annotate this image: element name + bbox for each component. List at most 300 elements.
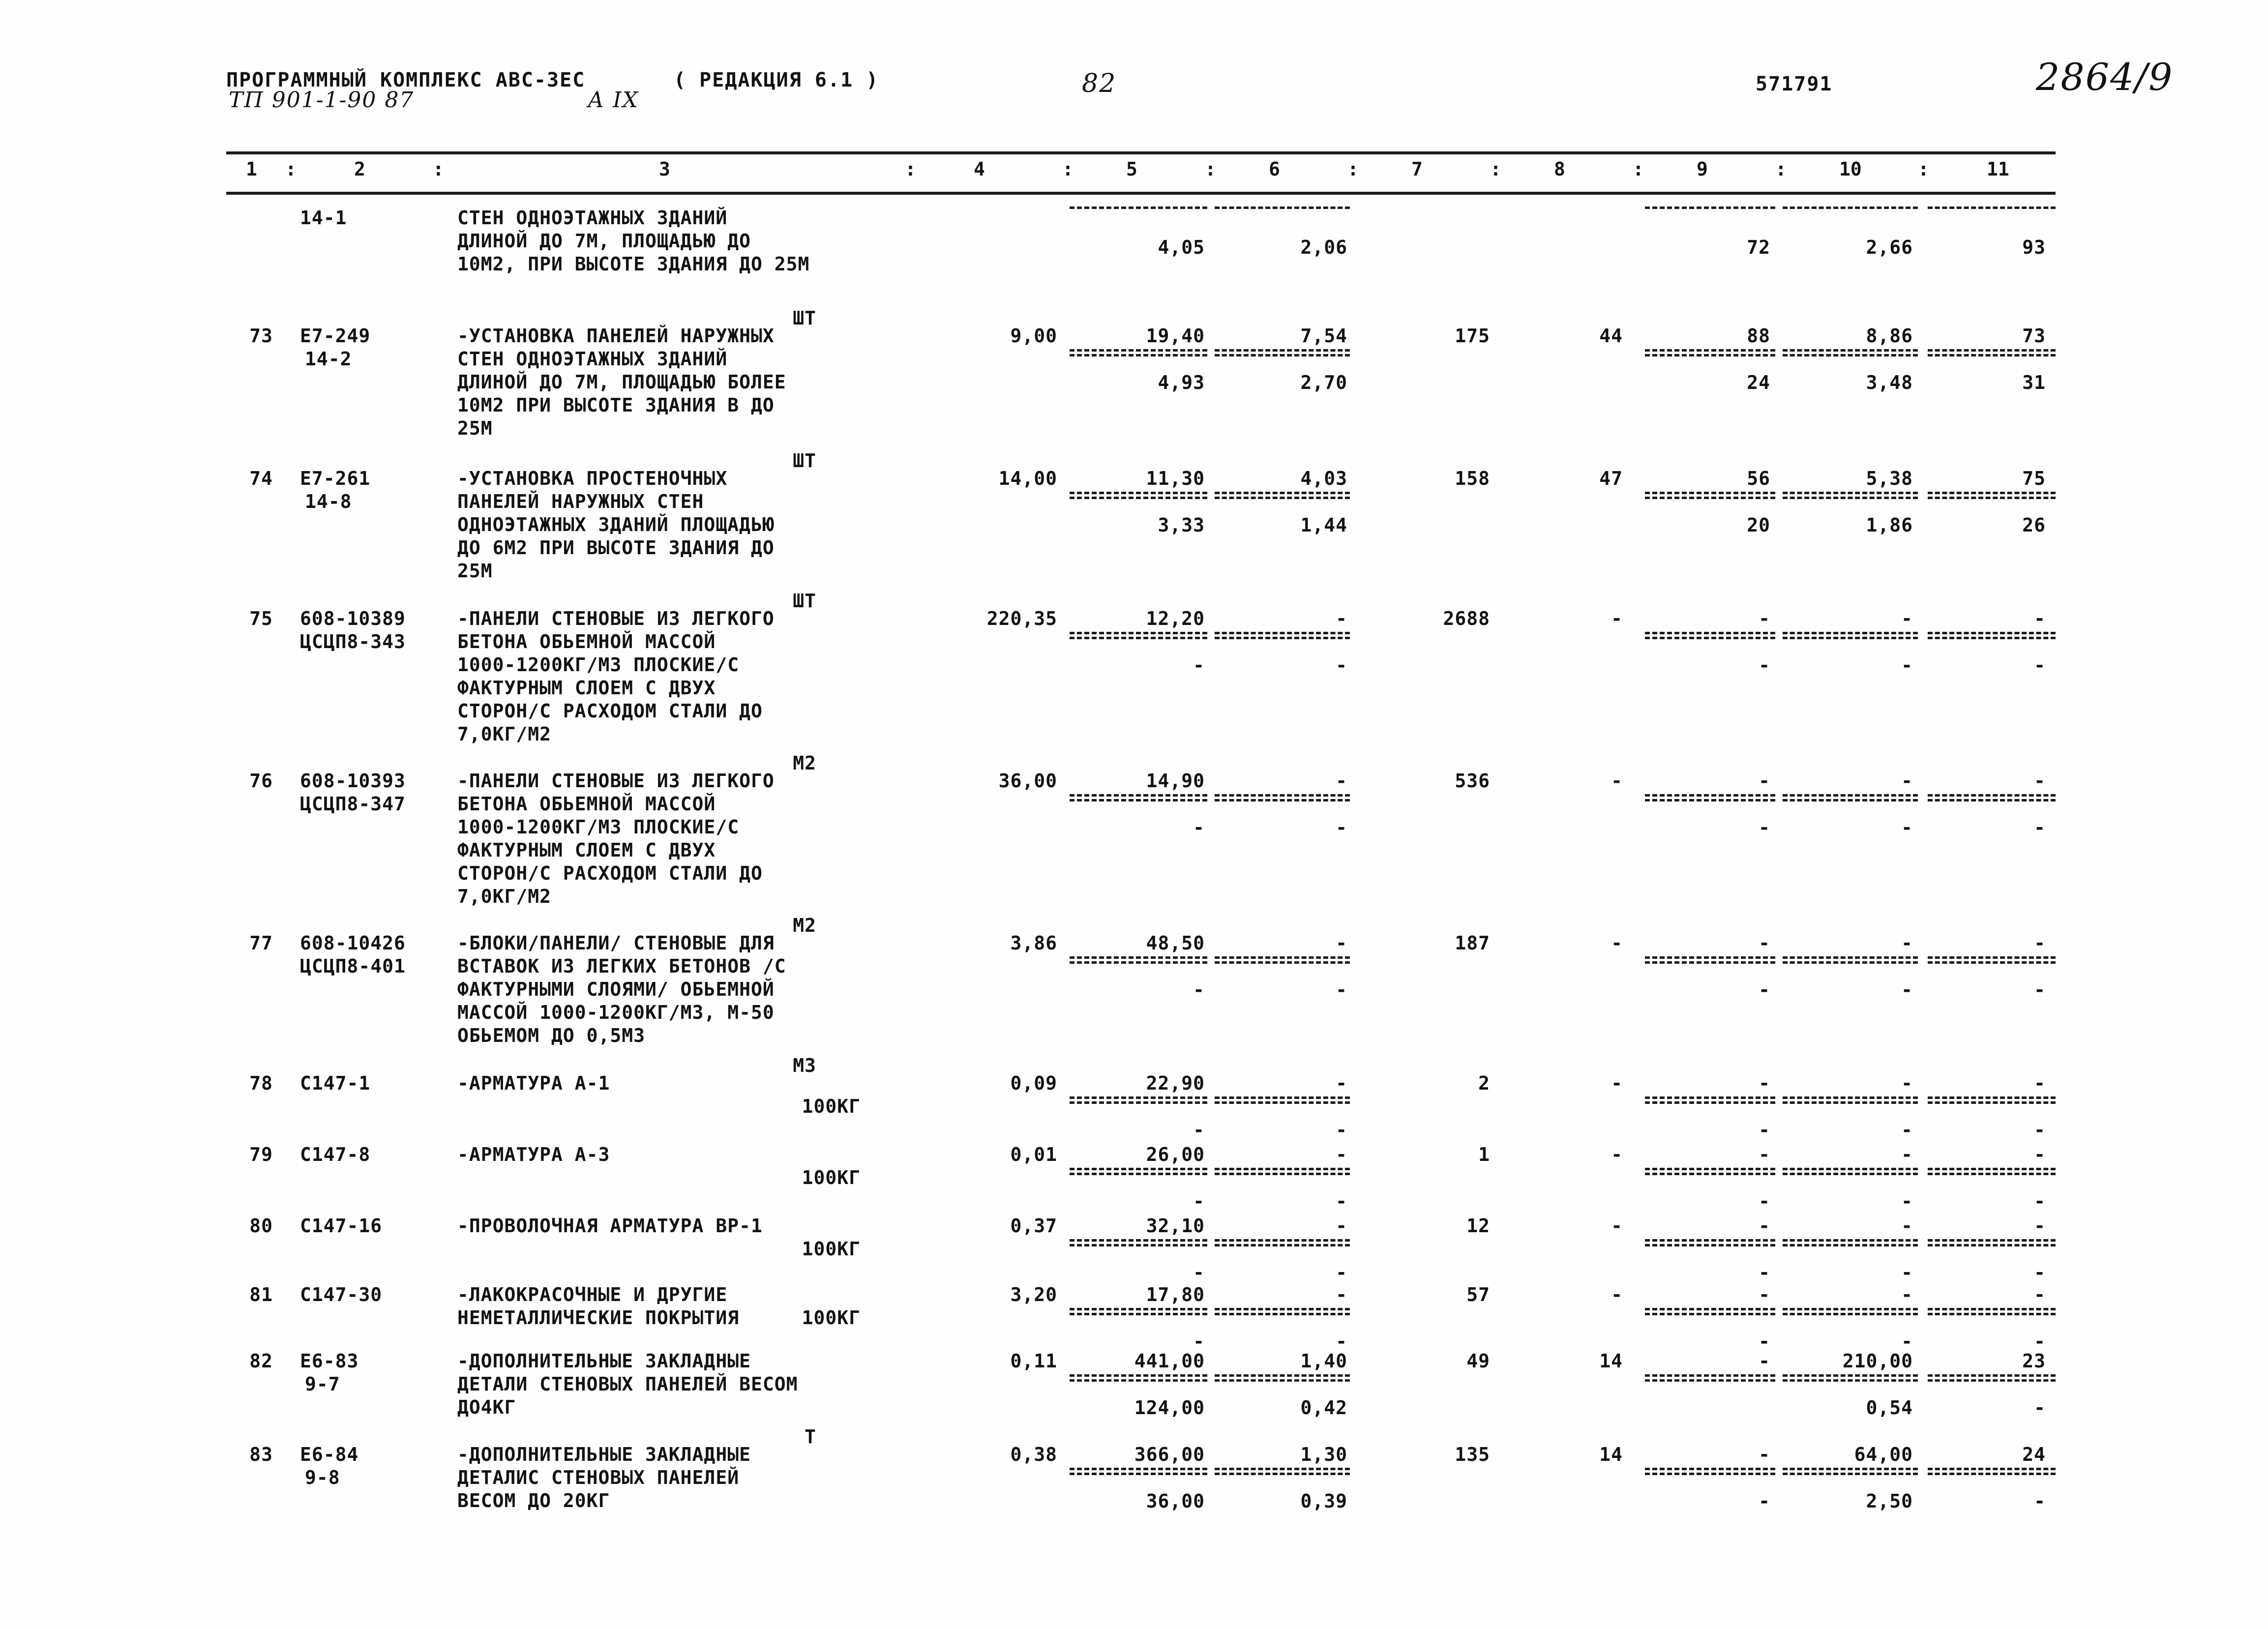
row-number: 76 (249, 770, 273, 792)
value-cell: 2,50 (1866, 1490, 1913, 1512)
value-cell: - (1901, 1119, 1913, 1141)
value-cell: 4,03 (1300, 468, 1347, 489)
divider-rule (1928, 956, 2056, 959)
value-cell: - (1336, 1331, 1347, 1352)
total-cost-cell: 135 (1455, 1444, 1490, 1465)
divider-rule (1783, 637, 1918, 639)
divider-rule (1215, 956, 1350, 959)
divider-rule (1645, 1308, 1775, 1310)
divider-rule (1645, 1313, 1775, 1315)
value-cell: - (1901, 1331, 1913, 1352)
value-cell: 4,93 (1158, 372, 1205, 393)
divider-rule (1928, 1173, 2056, 1175)
item-description: -ПРОВОЛОЧНАЯ АРМАТУРА ВР-1 (457, 1215, 763, 1237)
value-cell: - (1901, 932, 1913, 954)
divider-rule (1783, 1468, 1918, 1470)
value-cell: - (1901, 1284, 1913, 1305)
divider-rule (1070, 956, 1207, 959)
divider-rule (1928, 1101, 2056, 1104)
value-cell: 56 (1747, 468, 1770, 489)
value-cell: - (1193, 654, 1205, 676)
item-code: С147-16 (300, 1215, 383, 1237)
row-number: 82 (249, 1350, 273, 1372)
column-heading: 7 (1411, 158, 1423, 180)
value-cell: - (1901, 654, 1913, 676)
divider-rule (1928, 1313, 2056, 1315)
divider-rule (1070, 1101, 1207, 1104)
divider-rule (1070, 1173, 1207, 1175)
divider-rule (1215, 1468, 1350, 1470)
divider-rule (1070, 1239, 1207, 1242)
value-cell: - (1901, 817, 1913, 838)
value-cell: 2,70 (1300, 372, 1347, 393)
divider-rule (1783, 1473, 1918, 1475)
item-code: ЦСЦП8-347 (300, 793, 406, 815)
divider-rule (1928, 354, 2056, 356)
row-number: 74 (249, 468, 273, 489)
item-description: ДО 6М2 ПРИ ВЫСОТЕ ЗДАНИЯ ДО (457, 537, 775, 559)
divider-rule (1070, 349, 1207, 352)
value-cell: - (1193, 1262, 1205, 1283)
total-cost-cell: 175 (1455, 325, 1490, 347)
unit-label: М3 (793, 1055, 816, 1076)
value-cell: 1,86 (1866, 514, 1913, 536)
labor-cost-cell: - (1611, 1215, 1623, 1237)
item-description: 25М (457, 417, 493, 439)
item-code: 9-8 (305, 1467, 340, 1488)
item-description: ВЕСОМ ДО 20КГ (457, 1490, 610, 1511)
item-description: -ЛАКОКРАСОЧНЫЕ И ДРУГИЕ (457, 1284, 728, 1305)
value-cell: 48,50 (1146, 932, 1205, 954)
item-code: 608-10389 (300, 608, 406, 629)
divider-rule (1928, 632, 2056, 634)
item-code: 608-10393 (300, 770, 406, 792)
divider-rule (1070, 1308, 1207, 1310)
value-cell: - (1193, 1190, 1205, 1212)
total-cost-cell: 536 (1455, 770, 1490, 792)
divider-rule (1928, 1239, 2056, 1242)
value-cell: 0,39 (1300, 1490, 1347, 1512)
value-cell: 31 (2022, 372, 2046, 393)
value-cell: - (2034, 932, 2046, 954)
value-cell: - (1759, 1284, 1770, 1305)
item-description: СТОРОН/С РАСХОДОМ СТАЛИ ДО (457, 862, 763, 884)
divider-rule (1645, 207, 1775, 209)
divider-rule (1645, 492, 1775, 494)
item-description: МАССОЙ 1000-1200КГ/М3, М-50 (457, 1002, 775, 1023)
row-number: 83 (249, 1444, 273, 1465)
value-cell: - (2034, 1397, 2046, 1419)
quantity-cell: 0,37 (1010, 1215, 1057, 1237)
value-cell: - (1901, 1072, 1913, 1094)
divider-rule (1928, 794, 2056, 797)
value-cell: - (1759, 1490, 1770, 1512)
album-label: А IX (588, 88, 639, 113)
unit-label: ШТ (793, 450, 816, 472)
value-cell: 20 (1747, 514, 1770, 536)
column-heading: 2 (354, 158, 365, 180)
item-code: Е7-249 (300, 325, 371, 347)
labor-cost-cell: - (1611, 608, 1623, 629)
unit-label: ШТ (793, 590, 816, 612)
sheet-number: 2864/9 (2036, 55, 2174, 99)
divider-rule (1783, 1096, 1918, 1099)
labor-cost-cell: - (1611, 1144, 1623, 1165)
value-cell: 73 (2022, 325, 2046, 347)
total-cost-cell: 49 (1466, 1350, 1490, 1372)
divider-rule (1070, 1468, 1207, 1470)
divider-rule (1215, 1173, 1350, 1175)
divider-rule (1928, 349, 2056, 352)
row-number: 73 (249, 325, 273, 347)
column-separator: : (1775, 158, 1787, 180)
divider-rule (1783, 961, 1918, 964)
value-cell: - (1336, 1072, 1347, 1094)
total-cost-cell: 57 (1466, 1284, 1490, 1305)
divider-rule (1070, 1244, 1207, 1246)
total-cost-cell: 1 (1478, 1144, 1490, 1165)
column-heading: 9 (1697, 158, 1708, 180)
labor-cost-cell: - (1611, 1284, 1623, 1305)
value-cell: 93 (2022, 237, 2046, 258)
divider-rule (1645, 1468, 1775, 1470)
value-cell: - (1193, 817, 1205, 838)
column-heading: 11 (1987, 158, 2009, 180)
item-description: -ПАНЕЛИ СТЕНОВЫЕ ИЗ ЛЕГКОГО (457, 770, 775, 792)
divider-rule (1215, 1101, 1350, 1104)
divider-rule (1645, 1101, 1775, 1104)
quantity-cell: 0,38 (1010, 1444, 1057, 1465)
value-cell: 75 (2022, 468, 2046, 489)
column-heading: 8 (1554, 158, 1565, 180)
divider-rule (1070, 497, 1207, 499)
divider-rule (1070, 492, 1207, 494)
divider-rule (1645, 1473, 1775, 1475)
total-cost-cell: 12 (1466, 1215, 1490, 1237)
item-code: ЦСЦП8-343 (300, 631, 406, 652)
value-cell: - (1759, 1215, 1770, 1237)
item-description: -АРМАТУРА А-3 (457, 1144, 610, 1165)
value-cell: 32,10 (1146, 1215, 1205, 1237)
divider-rule (1070, 1379, 1207, 1382)
divider-rule (1215, 794, 1350, 797)
divider-rule (1215, 637, 1350, 639)
divider-rule (1928, 1468, 2056, 1470)
value-cell: - (2034, 1331, 2046, 1352)
row-number: 77 (249, 932, 273, 954)
value-cell: - (1901, 1262, 1913, 1283)
item-description: ДЕТАЛИ СТЕНОВЫХ ПАНЕЛЕЙ ВЕСОМ (457, 1373, 798, 1395)
divider-rule (1215, 1244, 1350, 1246)
value-cell: - (1193, 1119, 1205, 1141)
item-code: 9-7 (305, 1373, 340, 1395)
value-cell: 1,40 (1300, 1350, 1347, 1372)
value-cell: - (1901, 1215, 1913, 1237)
divider-rule (1783, 1313, 1918, 1315)
column-separator: : (1490, 158, 1501, 180)
item-code: Е6-83 (300, 1350, 359, 1372)
item-description: СТОРОН/С РАСХОДОМ СТАЛИ ДО (457, 700, 763, 722)
value-cell: - (2034, 1072, 2046, 1094)
item-code: 14-2 (305, 348, 352, 370)
divider-rule (1783, 794, 1918, 797)
divider-rule (1070, 354, 1207, 356)
value-cell: - (1336, 932, 1347, 954)
divider-rule (1645, 1239, 1775, 1242)
value-cell: - (1759, 654, 1770, 676)
row-number: 78 (249, 1072, 273, 1094)
unit-label: М2 (793, 752, 816, 774)
divider-rule (1783, 956, 1918, 959)
unit-label: ШТ (793, 307, 816, 329)
column-heading: 4 (974, 158, 985, 180)
divider-rule (1645, 794, 1775, 797)
item-code: Е7-261 (300, 468, 371, 489)
value-cell: - (1336, 1119, 1347, 1141)
row-number: 75 (249, 608, 273, 629)
item-code: 14-1 (300, 207, 347, 229)
item-description: ДЕТАЛИС СТЕНОВЫХ ПАНЕЛЕЙ (457, 1467, 740, 1488)
item-description: ВСТАВОК ИЗ ЛЕГКИХ БЕТОНОВ /С (457, 955, 786, 977)
value-cell: 26 (2022, 514, 2046, 536)
value-cell: - (2034, 1119, 2046, 1141)
divider-rule (1070, 1168, 1207, 1170)
divider-rule (1070, 794, 1207, 797)
value-cell: 24 (2022, 1444, 2046, 1465)
item-description: БЕТОНА ОБЬЕМНОЙ МАССОЙ (457, 793, 716, 815)
divider-rule (1070, 961, 1207, 964)
value-cell: - (1759, 1190, 1770, 1212)
divider-rule (1215, 799, 1350, 801)
divider-rule (1645, 1244, 1775, 1246)
divider-rule (1215, 1096, 1350, 1099)
item-description: -АРМАТУРА А-1 (457, 1072, 610, 1094)
item-description: 1000-1200КГ/М3 ПЛОСКИЕ/С (457, 654, 740, 676)
value-cell: 0,42 (1300, 1397, 1347, 1419)
divider-rule (1215, 961, 1350, 964)
divider-rule (1645, 354, 1775, 356)
column-separator: : (285, 158, 297, 180)
quantity-cell: 0,11 (1010, 1350, 1057, 1372)
divider-rule (1070, 1374, 1207, 1377)
item-description: 10М2 ПРИ ВЫСОТЕ ЗДАНИЯ В ДО (457, 394, 775, 416)
page-number: 82 (1082, 69, 1117, 98)
divider-rule (1215, 1308, 1350, 1310)
column-separator: : (1205, 158, 1216, 180)
divider-rule (1928, 207, 2056, 209)
divider-rule (1645, 956, 1775, 959)
value-cell: 5,38 (1866, 468, 1913, 489)
value-cell: 17,80 (1146, 1284, 1205, 1305)
value-cell: 124,00 (1134, 1397, 1205, 1419)
unit-label: Т (805, 1426, 816, 1448)
item-description: ФАКТУРНЫМ СЛОЕМ С ДВУХ (457, 839, 716, 861)
unit-label: 100КГ (802, 1238, 861, 1260)
divider-rule (1783, 349, 1918, 352)
divider-rule (1783, 1168, 1918, 1170)
divider-rule (1215, 492, 1350, 494)
divider-rule (1783, 1308, 1918, 1310)
divider-rule (1645, 349, 1775, 352)
value-cell: - (1901, 608, 1913, 629)
divider-rule (1070, 637, 1207, 639)
divider-rule (1070, 1313, 1207, 1315)
divider-rule (1215, 349, 1350, 352)
divider-rule (1645, 961, 1775, 964)
divider-rule (1783, 1101, 1918, 1104)
value-cell: 3,48 (1866, 372, 1913, 393)
divider-rule (1645, 1173, 1775, 1175)
item-description: ДО4КГ (457, 1396, 516, 1418)
quantity-cell: 14,00 (998, 468, 1057, 489)
divider-rule (1928, 799, 2056, 801)
item-description: СТЕН ОДНОЭТАЖНЫХ ЗДАНИЙ (457, 348, 728, 370)
unit-label: 100КГ (802, 1167, 861, 1188)
divider-rule (1783, 354, 1918, 356)
divider-rule (1215, 497, 1350, 499)
item-code: ЦСЦП8-401 (300, 955, 406, 977)
labor-cost-cell: 14 (1599, 1350, 1623, 1372)
value-cell: - (1759, 979, 1770, 1001)
total-cost-cell: 158 (1455, 468, 1490, 489)
value-cell: 22,90 (1146, 1072, 1205, 1094)
divider-rule (1215, 354, 1350, 356)
value-cell: - (1759, 1444, 1770, 1465)
item-description: СТЕН ОДНОЭТАЖНЫХ ЗДАНИЙ (457, 207, 728, 229)
divider-rule (1928, 1244, 2056, 1246)
labor-cost-cell: 47 (1599, 468, 1623, 489)
divider-rule (1928, 1374, 2056, 1377)
divider-rule (1645, 1168, 1775, 1170)
value-cell: - (1759, 1350, 1770, 1372)
total-cost-cell: 187 (1455, 932, 1490, 954)
item-description: -ПАНЕЛИ СТЕНОВЫЕ ИЗ ЛЕГКОГО (457, 608, 775, 629)
row-number: 79 (249, 1144, 273, 1165)
divider-rule (1928, 637, 2056, 639)
unit-label: 100КГ (802, 1096, 861, 1117)
value-cell: 64,00 (1854, 1444, 1913, 1465)
item-description: ОДНОЭТАЖНЫХ ЗДАНИЙ ПЛОЩАДЬЮ (457, 514, 775, 535)
value-cell: - (1193, 979, 1205, 1001)
value-cell: - (2034, 1490, 2046, 1512)
value-cell: 0,54 (1866, 1397, 1913, 1419)
divider-rule (1070, 799, 1207, 801)
divider-rule (1645, 632, 1775, 634)
value-cell: 14,90 (1146, 770, 1205, 792)
value-cell: - (1759, 932, 1770, 954)
divider-rule (1070, 1473, 1207, 1475)
program-title: ПРОГРАММНЫЙ КОМПЛЕКС АВС-3ЕС (226, 69, 586, 91)
quantity-cell: 36,00 (998, 770, 1057, 792)
divider-rule (1928, 1308, 2056, 1310)
column-heading: 6 (1269, 158, 1280, 180)
divider-rule (1783, 1239, 1918, 1242)
item-description: ФАКТУРНЫМ СЛОЕМ С ДВУХ (457, 677, 716, 699)
divider-rule (1783, 497, 1918, 499)
value-cell: 366,00 (1134, 1444, 1205, 1465)
value-cell: - (2034, 608, 2046, 629)
column-separator: : (1633, 158, 1644, 180)
divider-rule (1215, 1168, 1350, 1170)
value-cell: - (1759, 817, 1770, 838)
value-cell: - (1336, 817, 1347, 838)
value-cell: 441,00 (1134, 1350, 1205, 1372)
value-cell: - (2034, 1190, 2046, 1212)
divider-rule (1783, 799, 1918, 801)
quantity-cell: 220,35 (986, 608, 1057, 629)
item-description: -ДОПОЛНИТЕЛЬНЫЕ ЗАКЛАДНЫЕ (457, 1350, 751, 1372)
labor-cost-cell: - (1611, 932, 1623, 954)
value-cell: 88 (1747, 325, 1770, 347)
divider-rule (1783, 1379, 1918, 1382)
divider-rule (1215, 1313, 1350, 1315)
value-cell: - (2034, 817, 2046, 838)
item-description: 25М (457, 560, 493, 582)
value-cell: 36,00 (1146, 1490, 1205, 1512)
labor-cost-cell: 44 (1599, 325, 1623, 347)
quantity-cell: 0,09 (1010, 1072, 1057, 1094)
total-cost-cell: 2688 (1443, 608, 1490, 629)
divider-rule (1070, 207, 1207, 209)
item-code: 608-10426 (300, 932, 406, 954)
divider-rule (1783, 1244, 1918, 1246)
value-cell: - (2034, 654, 2046, 676)
item-description: 7,0КГ/М2 (457, 723, 552, 745)
value-cell: - (1336, 1144, 1347, 1165)
divider-rule (1928, 1168, 2056, 1170)
divider-rule (1645, 799, 1775, 801)
value-cell: - (2034, 770, 2046, 792)
item-description: ФАКТУРНЫМИ СЛОЯМИ/ ОБЬЕМНОЙ (457, 978, 775, 1000)
column-separator: : (905, 158, 916, 180)
value-cell: 7,54 (1300, 325, 1347, 347)
divider-rule (1645, 1096, 1775, 1099)
value-cell: 4,05 (1158, 237, 1205, 258)
item-description: 7,0КГ/М2 (457, 886, 552, 907)
column-separator: : (1062, 158, 1074, 180)
value-cell: - (1759, 1072, 1770, 1094)
item-description: ДЛИНОЙ ДО 7М, ПЛОЩАДЬЮ ДО (457, 230, 751, 252)
row-number: 80 (249, 1215, 273, 1237)
item-code: 14-8 (305, 491, 352, 512)
value-cell: 11,30 (1146, 468, 1205, 489)
divider-rule (1215, 1473, 1350, 1475)
value-cell: 72 (1747, 237, 1770, 258)
value-cell: 24 (1747, 372, 1770, 393)
divider-rule (1783, 207, 1918, 209)
value-cell: 23 (2022, 1350, 2046, 1372)
divider-rule (1928, 1473, 2056, 1475)
unit-label: М2 (793, 915, 816, 936)
divider-rule (1645, 1374, 1775, 1377)
value-cell: - (1901, 1144, 1913, 1165)
item-description: НЕМЕТАЛЛИЧЕСКИЕ ПОКРЫТИЯ (457, 1307, 740, 1329)
value-cell: - (1336, 770, 1347, 792)
value-cell: - (1759, 1144, 1770, 1165)
value-cell: - (1336, 608, 1347, 629)
value-cell: - (2034, 979, 2046, 1001)
value-cell: 1,30 (1300, 1444, 1347, 1465)
item-description: БЕТОНА ОБЬЕМНОЙ МАССОЙ (457, 631, 716, 652)
item-description: ОБЬЕМОМ ДО 0,5М3 (457, 1025, 646, 1046)
value-cell: - (1336, 979, 1347, 1001)
item-description: 10М2, ПРИ ВЫСОТЕ ЗДАНИЯ ДО 25М (457, 253, 810, 275)
divider-rule (1645, 497, 1775, 499)
value-cell: - (2034, 1215, 2046, 1237)
value-cell: - (1901, 979, 1913, 1001)
item-description: -УСТАНОВКА ПАНЕЛЕЙ НАРУЖНЫХ (457, 325, 775, 347)
divider-rule (1215, 1239, 1350, 1242)
